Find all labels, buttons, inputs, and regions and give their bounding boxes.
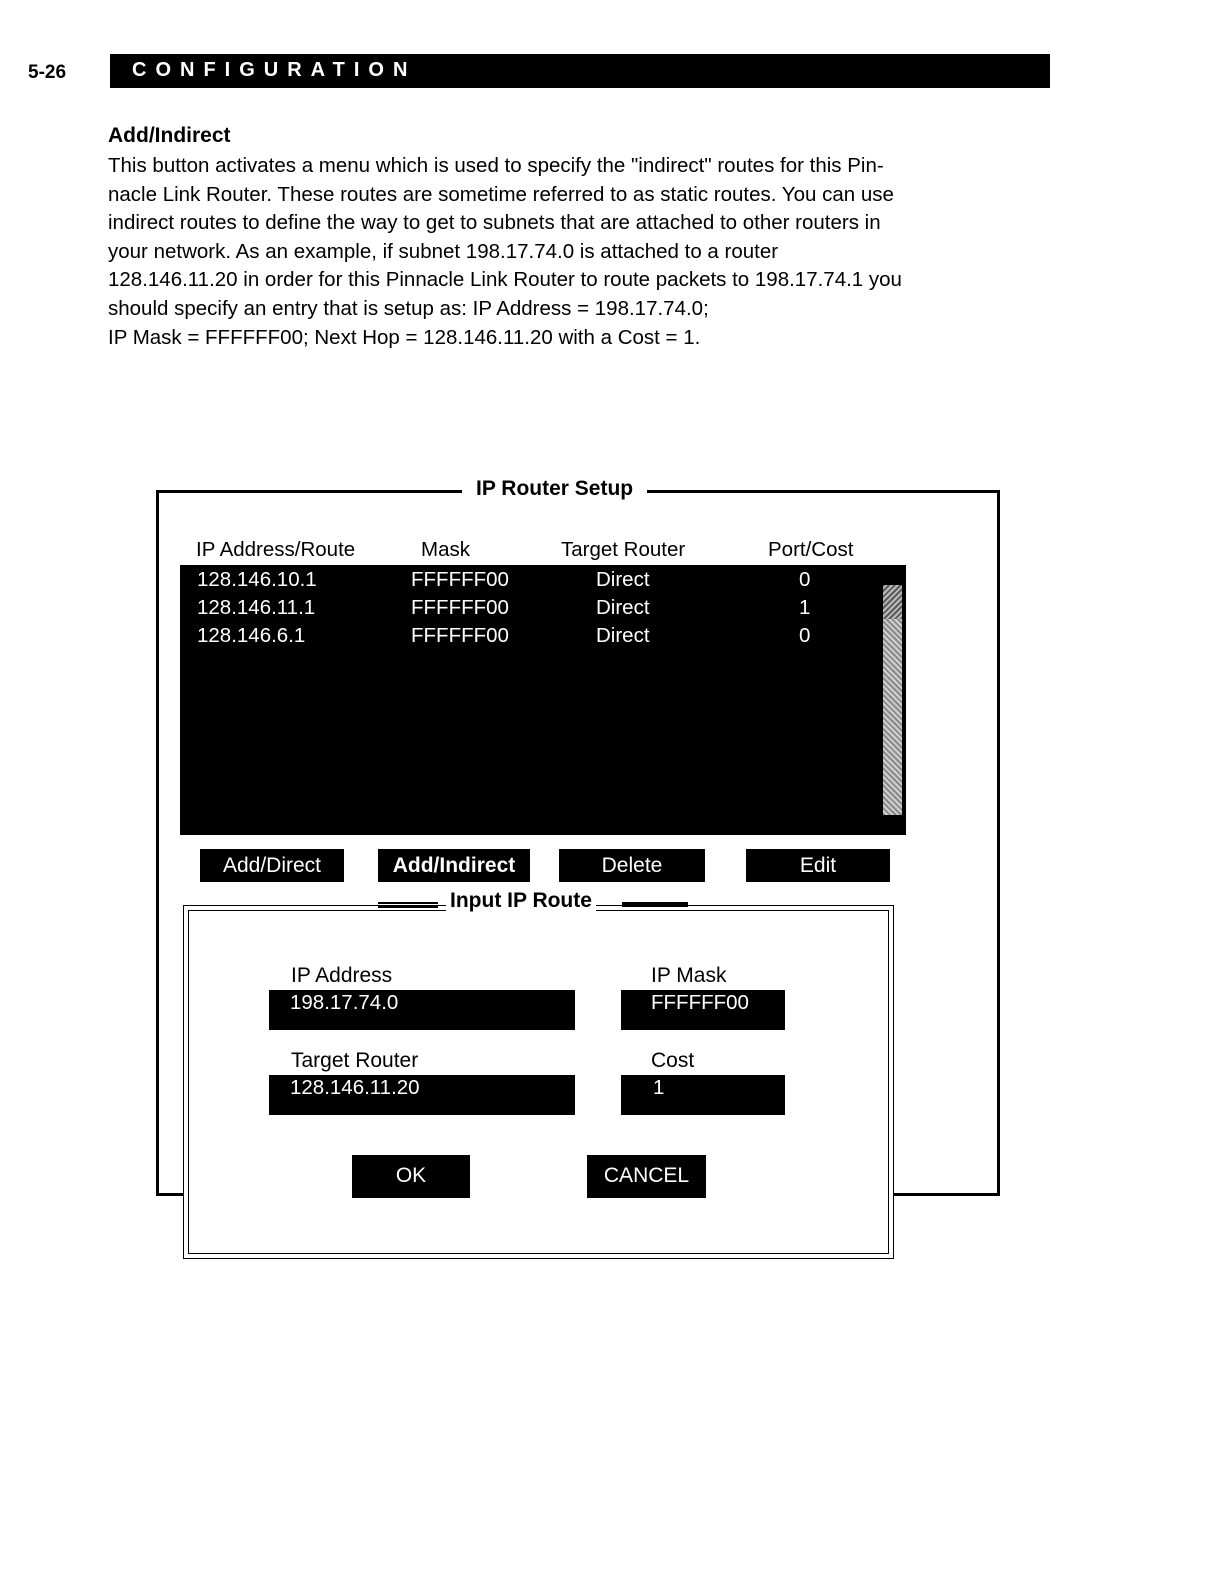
route-row[interactable] (180, 594, 880, 622)
ip-router-setup-title: IP Router Setup (462, 477, 647, 501)
ok-button[interactable]: OK (352, 1155, 470, 1198)
route-list-scrollbar[interactable] (883, 585, 902, 815)
route-cost: 1 (799, 596, 811, 619)
route-mask: FFFFFF00 (411, 624, 509, 647)
route-cost: 0 (799, 624, 811, 647)
column-header-port-cost: Port/Cost (768, 538, 854, 561)
route-row[interactable] (180, 566, 880, 594)
paragraph-line: 128.146.11.20 in order for this Pinnacle Link Router to route packets to 198.17.74.1 you (108, 268, 902, 292)
paragraph-line: your network. As an example, if subnet 198.17.74.0 is attached to a router (108, 239, 779, 263)
paragraph-line: nacle Link Router. These routes are sometime referred to as static routes. You can use (108, 182, 894, 206)
chapter-title: CONFIGURATION (132, 59, 417, 81)
paragraph-line: indirect routes to define the way to get to subnets that are attached to other routers in (108, 211, 881, 235)
route-mask: FFFFFF00 (411, 568, 509, 591)
route-target: Direct (596, 568, 650, 591)
column-header-ip-address: IP Address/Route (196, 538, 356, 561)
target-router-label: Target Router (291, 1049, 419, 1072)
section-paragraph (108, 152, 1058, 352)
ip-mask-label: IP Mask (651, 964, 727, 987)
route-address: 128.146.6.1 (197, 624, 306, 647)
add-direct-button[interactable]: Add/Direct (200, 849, 344, 882)
ip-address-field[interactable]: 198.17.74.0 (269, 990, 575, 1030)
dialog-title-rule (378, 906, 438, 908)
page-number: 5-26 (28, 62, 67, 83)
route-cost: 0 (799, 568, 811, 591)
ip-address-label: IP Address (291, 964, 393, 987)
chapter-header-bar (110, 54, 1050, 88)
dialog-title-rule-bold (622, 902, 688, 907)
cancel-button[interactable]: CANCEL (587, 1155, 706, 1198)
dialog-title-rule (378, 902, 438, 904)
route-target: Direct (596, 596, 650, 619)
scrollbar-thumb[interactable] (883, 585, 902, 619)
route-row[interactable] (180, 622, 880, 650)
column-header-mask: Mask (421, 538, 470, 561)
cost-field[interactable]: 1 (621, 1075, 785, 1115)
cost-label: Cost (651, 1049, 695, 1072)
edit-button[interactable]: Edit (746, 849, 890, 882)
paragraph-line: IP Mask = FFFFFF00; Next Hop = 128.146.11.20 with a Cost = 1. (108, 325, 701, 349)
target-router-field[interactable]: 128.146.11.20 (269, 1075, 575, 1115)
add-indirect-button[interactable]: Add/Indirect (378, 849, 530, 882)
input-ip-route-title: Input IP Route (446, 889, 596, 913)
delete-button[interactable]: Delete (559, 849, 705, 882)
section-heading: Add/Indirect (108, 124, 231, 147)
route-target: Direct (596, 624, 650, 647)
paragraph-line: This button activates a menu which is used to specify the "indirect" routes for this Pin- (108, 154, 884, 177)
route-address: 128.146.11.1 (197, 596, 316, 619)
column-header-target-router: Target Router (561, 538, 686, 561)
paragraph-line: should specify an entry that is setup as: IP Address = 198.17.74.0; (108, 296, 709, 320)
route-address: 128.146.10.1 (197, 568, 317, 591)
route-mask: FFFFFF00 (411, 596, 509, 619)
ip-mask-field[interactable]: FFFFFF00 (621, 990, 785, 1030)
route-list[interactable] (180, 565, 906, 835)
